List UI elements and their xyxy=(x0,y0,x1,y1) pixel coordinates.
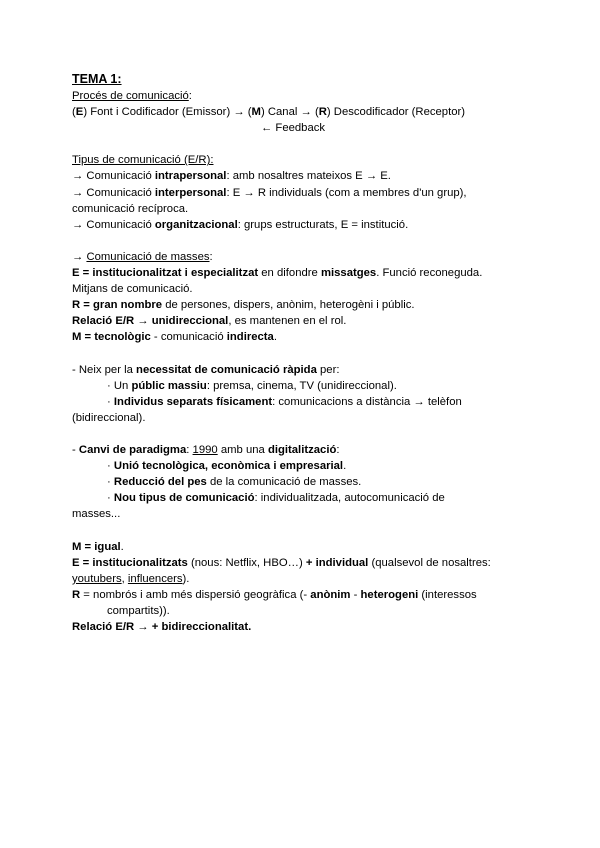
bold-segment: E xyxy=(75,106,84,119)
tipus-item xyxy=(72,168,532,184)
final-r-cont: compartits)). xyxy=(107,605,170,617)
canvi-mid2: amb una xyxy=(217,444,268,457)
bold-segment: + individual xyxy=(305,556,369,569)
bold-segment: indirecta xyxy=(226,331,274,344)
text-segment: → Comunicació xyxy=(72,186,155,199)
text-segment: de persones, dispers, anònim, heterogèni i públic. xyxy=(162,299,415,312)
bold-segment: anònim xyxy=(310,588,351,601)
neix-item-cont: (bidireccional). xyxy=(72,411,146,424)
text-segment: (interessos xyxy=(418,588,477,601)
text-segment: · xyxy=(107,476,114,489)
page-title: TEMA 1: xyxy=(72,72,122,86)
text-segment: . xyxy=(120,540,124,553)
masses-heading: Comunicació de masses xyxy=(86,250,210,263)
canvi-bold2: digitalització xyxy=(267,444,337,457)
text-segment: : grups estructurats, E = institució. xyxy=(237,218,409,231)
text-segment: → Comunicació xyxy=(72,170,155,183)
masses-line xyxy=(72,313,532,329)
text-segment: . xyxy=(273,331,277,344)
text-segment: : individualitzada, autocomunicació de xyxy=(254,492,445,505)
text-segment: (qualsevol de nosaltres: xyxy=(368,556,491,569)
text-segment: · xyxy=(107,460,114,473)
text-segment: = nombrós i amb més dispersió geogràfica (- xyxy=(80,588,311,601)
text-segment: · Un xyxy=(107,379,132,392)
masses-line xyxy=(72,297,532,313)
sep: , xyxy=(121,572,128,585)
arrow-icon: → xyxy=(72,250,87,263)
bold-segment: M = igual xyxy=(72,540,121,553)
feedback-line: ← Feedback xyxy=(261,122,326,135)
bold-segment: E = institucionalitzats xyxy=(72,556,188,569)
masses-line xyxy=(72,265,532,281)
text-segment: → Comunicació xyxy=(72,218,155,231)
bold-segment: E = institucionalitzat i especialitzat xyxy=(72,267,259,280)
bold-segment: R xyxy=(72,588,81,601)
canvi-item-cont: masses... xyxy=(72,508,121,521)
relacio-text: Relació E/R → + bidireccionalitat. xyxy=(72,621,252,634)
spacer xyxy=(72,426,532,442)
bold-segment: Individus separats físicament xyxy=(113,395,273,408)
text-segment: ) Canal → ( xyxy=(260,106,319,119)
proces-heading: Procés de comunicació xyxy=(72,90,189,102)
canvi-pre: - xyxy=(72,444,79,457)
tipus-heading: Tipus de comunicació (E/R): xyxy=(72,154,214,167)
text-segment: ) Descodificador (Receptor) xyxy=(326,106,466,119)
canvi-mid: : xyxy=(186,444,193,457)
spacer xyxy=(72,233,532,249)
text-segment: ( xyxy=(72,106,76,119)
canvi-bold: Canvi de paradigma xyxy=(78,444,187,457)
canvi-item xyxy=(72,474,532,490)
document-page xyxy=(72,70,532,635)
text-segment: : premsa, cinema, TV (unidireccional). xyxy=(206,379,397,392)
text-segment: - Neix per la xyxy=(72,363,137,376)
neix-intro xyxy=(72,362,532,378)
canvi-item xyxy=(72,458,532,474)
masses-line xyxy=(72,281,532,297)
text-segment: . xyxy=(343,460,347,473)
tipus-item xyxy=(72,185,532,201)
bold-segment: R = gran nombre xyxy=(72,299,163,312)
bold-segment: heterogeni xyxy=(360,588,419,601)
e-end: ). xyxy=(182,572,190,585)
masses-line xyxy=(72,329,532,345)
bold-segment: M xyxy=(251,106,261,119)
bold-segment: intrapersonal xyxy=(154,170,227,183)
text-segment: de la comunicació de masses. xyxy=(206,476,362,489)
text-segment: ) Font i Codificador (Emissor) → ( xyxy=(83,106,252,119)
canvi-end: : xyxy=(336,444,340,457)
spacer xyxy=(72,346,532,362)
bold-segment: públic massiu xyxy=(131,379,207,392)
influencers-text: influencers xyxy=(127,572,183,585)
text-segment: · xyxy=(107,492,114,505)
masses-colon: : xyxy=(209,250,213,263)
text-segment: · xyxy=(107,395,114,408)
canvi-year: 1990 xyxy=(192,444,218,457)
final-e xyxy=(72,555,532,571)
bold-segment: M = tecnològic xyxy=(72,331,151,344)
proces-line xyxy=(72,104,532,120)
bold-segment: organitzacional xyxy=(154,218,238,231)
bold-segment: Nou tipus de comunicació xyxy=(113,492,255,505)
bold-segment: Relació E/R → unidireccional xyxy=(72,315,229,328)
final-e-cont xyxy=(72,571,532,587)
spacer xyxy=(72,523,532,539)
spacer xyxy=(72,136,532,152)
text-segment: - xyxy=(350,588,361,601)
text-segment: per: xyxy=(316,363,340,376)
bold-segment: missatges xyxy=(320,267,377,280)
bold-segment: Unió tecnològica, econòmica i empresarial xyxy=(113,460,344,473)
text-segment: , es mantenen en el rol. xyxy=(228,315,347,328)
youtubers-text: youtubers xyxy=(72,572,122,585)
proces-colon: : xyxy=(188,90,192,102)
text-segment: (nous: Netflix, HBO…) xyxy=(187,556,306,569)
masses-heading-line xyxy=(72,249,532,265)
text-segment: : E → R individuals (com a membres d'un grup), xyxy=(226,186,467,199)
bold-segment: R xyxy=(318,106,327,119)
text-segment: - comunicació xyxy=(150,331,227,344)
final-m xyxy=(72,539,532,555)
neix-item xyxy=(72,378,532,394)
canvi-item xyxy=(72,490,532,506)
text-segment: en difondre xyxy=(258,267,321,280)
text-segment: : comunicacions a distància → telèfon xyxy=(272,395,462,408)
final-relacio xyxy=(72,619,532,635)
final-r xyxy=(72,587,532,603)
tipus-item xyxy=(72,201,532,217)
bold-segment: interpersonal xyxy=(154,186,227,199)
proces-heading-line xyxy=(72,88,532,104)
canvi-intro xyxy=(72,442,532,458)
text-segment: : amb nosaltres mateixos E → E. xyxy=(226,170,391,183)
tipus-item xyxy=(72,217,532,233)
text-segment: comunicació recíproca. xyxy=(72,202,189,215)
text-segment: . Funció reconeguda. xyxy=(376,267,483,280)
text-segment: Mitjans de comunicació. xyxy=(72,283,193,296)
bold-segment: necessitat de comunicació ràpida xyxy=(136,363,317,376)
neix-item xyxy=(72,394,532,410)
bold-segment: Reducció del pes xyxy=(113,476,207,489)
